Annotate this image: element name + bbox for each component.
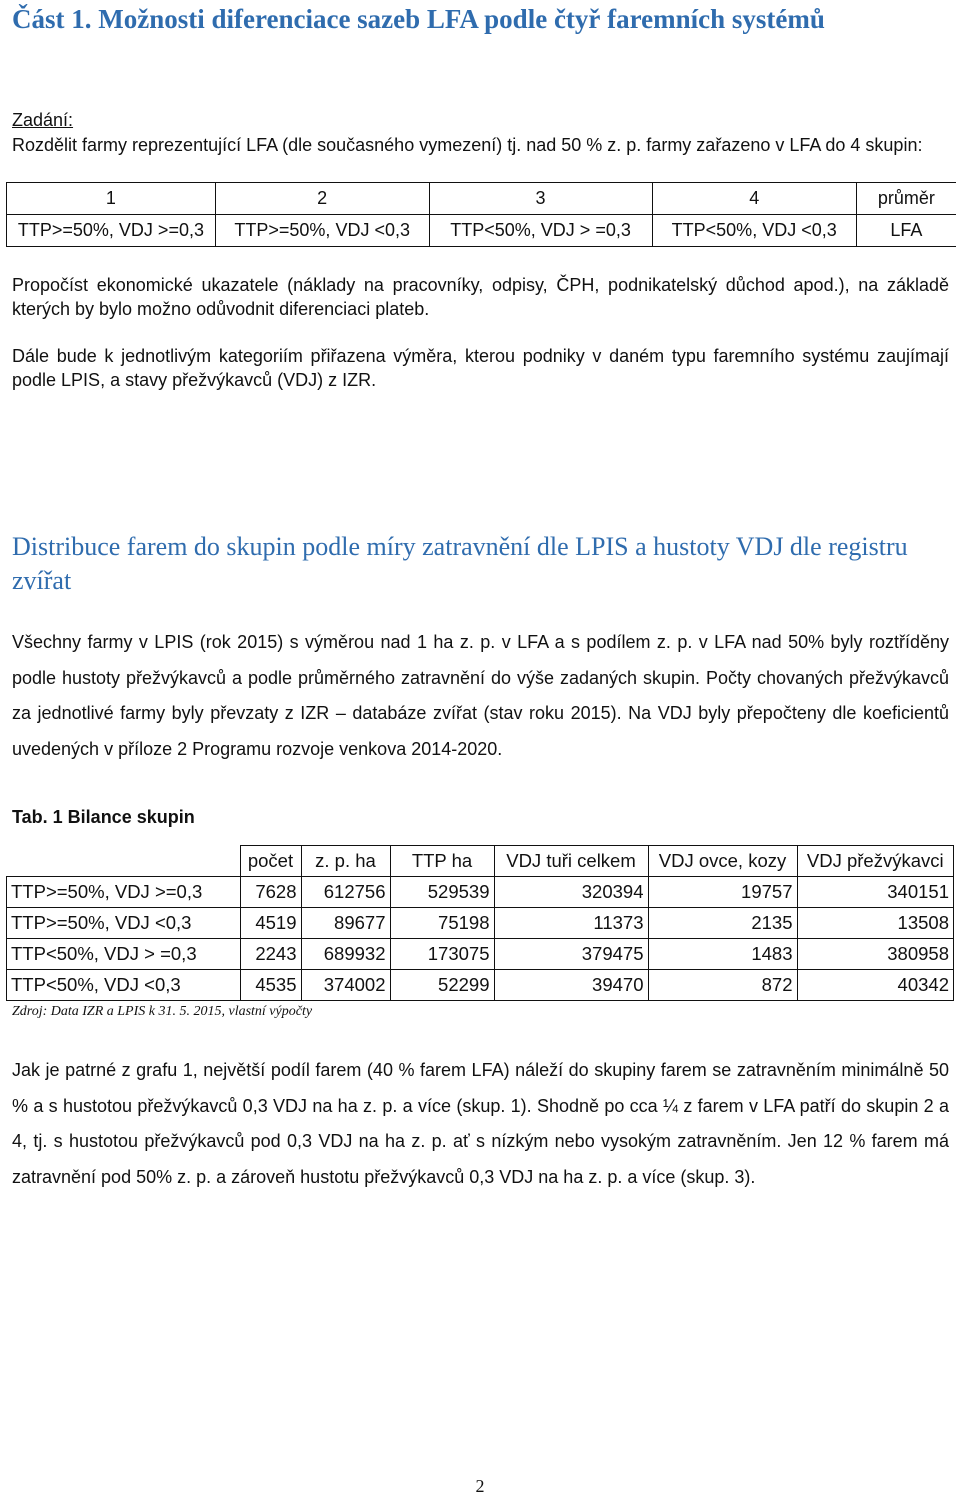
paragraph-calculate: Propočíst ekonomické ukazatele (náklady na pracovníky, odpisy, ČPH, podnikatelský důchod apod.), na základě kterých by bylo možno odůvodnit diferenciaci plateb.: [12, 275, 949, 319]
table-row: [7, 970, 954, 1001]
balance-cell: 40342: [797, 970, 954, 1001]
balance-cell: 2135: [648, 908, 797, 939]
balance-cell: 612756: [301, 877, 390, 908]
balance-cell: 1483: [648, 939, 797, 970]
section-heading: Distribuce farem do skupin podle míry zatravnění dle LPIS a hustoty VDJ dle registru zvířat: [12, 532, 908, 595]
balance-corner-cell: [7, 846, 241, 877]
balance-cell: 340151: [797, 877, 954, 908]
balance-cell: 19757: [648, 877, 797, 908]
groups-header-cell: 2: [215, 183, 429, 215]
table-source: Zdroj: Data IZR a LPIS k 31. 5. 2015, vlastní výpočty: [12, 1004, 313, 1019]
groups-cell: TTP>=50%, VDJ >=0,3: [7, 215, 216, 247]
paragraph-distribution: Všechny farmy v LPIS (rok 2015) s výměrou nad 1 ha z. p. v LFA a s podílem z. p. v LFA nad 50% byly roztříděny podle hustoty přežvýkavců a podle průměrného zatravnění do výše zadaných skupin. Počty chovaných přežvýkavců za jednotlivé farmy byly převzaty z IZR – databáze zvířat (stav roku 2015). Na VDJ byly přepočteny dle koeficientů uvedených v příloze 2 Programu rozvoje venkova 2014-2020.: [12, 632, 949, 759]
balance-cell: 13508: [797, 908, 954, 939]
groups-header-cell: průměr: [856, 183, 956, 215]
groups-cell: TTP<50%, VDJ <0,3: [652, 215, 856, 247]
balance-header-row: [7, 846, 954, 877]
balance-cell: 52299: [390, 970, 494, 1001]
balance-row-label: TTP>=50%, VDJ <0,3: [7, 908, 241, 939]
groups-definition-row: [7, 215, 957, 247]
assignment-label: Zadání:: [12, 110, 74, 130]
balance-table: [6, 845, 954, 1001]
balance-col-header: VDJ přežvýkavci: [797, 846, 954, 877]
balance-row-label: TTP>=50%, VDJ >=0,3: [7, 877, 241, 908]
table-row: [7, 939, 954, 970]
groups-cell: LFA: [856, 215, 956, 247]
balance-col-header: TTP ha: [390, 846, 494, 877]
page-heading: Část 1. Možnosti diferenciace sazeb LFA podle čtyř faremních systémů: [12, 4, 825, 34]
balance-cell: 2243: [240, 939, 301, 970]
balance-cell: 89677: [301, 908, 390, 939]
groups-table: [6, 182, 956, 247]
paragraph-interpretation: Jak je patrné z grafu 1, největší podíl farem (40 % farem LFA) náleží do skupiny farem se zatravněním minimálně 50 % a s hustotou přežvýkavců 0,3 VDJ na ha z. p. a více (skup. 1). Shodně po cca ¼ z farem v LFA patří do skupin 2 a 4, tj. s hustotou přežvýkavců pod 0,3 VDJ na ha z. p. ať s nízkým nebo vysokým zatravněním. Jen 12 % farem má zatravnění pod 50% z. p. a zároveň hustotu přežvýkavců 0,3 VDJ na ha z. p. a více (skup. 3).: [12, 1060, 949, 1187]
groups-header-cell: 4: [652, 183, 856, 215]
balance-row-label: TTP<50%, VDJ <0,3: [7, 970, 241, 1001]
balance-cell: 11373: [494, 908, 648, 939]
balance-cell: 529539: [390, 877, 494, 908]
paragraph-area: Dále bude k jednotlivým kategoriím přiřazena výměra, kterou podniky v daném typu faremního systému zaujímají podle LPIS, a stavy přežvýkavců (VDJ) z IZR.: [12, 346, 949, 390]
assignment-text: Rozdělit farmy reprezentující LFA (dle současného vymezení) tj. nad 50 % z. p. farmy zařazeno v LFA do 4 skupin:: [12, 135, 923, 155]
groups-cell: TTP<50%, VDJ > =0,3: [429, 215, 652, 247]
balance-cell: 7628: [240, 877, 301, 908]
balance-cell: 689932: [301, 939, 390, 970]
groups-header-cell: 3: [429, 183, 652, 215]
balance-cell: 4519: [240, 908, 301, 939]
balance-col-header: počet: [240, 846, 301, 877]
page-number: 2: [475, 1476, 485, 1496]
balance-cell: 872: [648, 970, 797, 1001]
balance-cell: 379475: [494, 939, 648, 970]
groups-cell: TTP>=50%, VDJ <0,3: [215, 215, 429, 247]
balance-col-header: VDJ ovce, kozy: [648, 846, 797, 877]
table-row: [7, 908, 954, 939]
balance-cell: 374002: [301, 970, 390, 1001]
balance-cell: 173075: [390, 939, 494, 970]
groups-header-row: [7, 183, 957, 215]
balance-cell: 380958: [797, 939, 954, 970]
table-row: [7, 877, 954, 908]
balance-col-header: z. p. ha: [301, 846, 390, 877]
balance-row-label: TTP<50%, VDJ > =0,3: [7, 939, 241, 970]
balance-cell: 320394: [494, 877, 648, 908]
balance-cell: 4535: [240, 970, 301, 1001]
balance-col-header: VDJ tuři celkem: [494, 846, 648, 877]
groups-header-cell: 1: [7, 183, 216, 215]
balance-cell: 75198: [390, 908, 494, 939]
table-caption: Tab. 1 Bilance skupin: [12, 807, 195, 827]
balance-cell: 39470: [494, 970, 648, 1001]
